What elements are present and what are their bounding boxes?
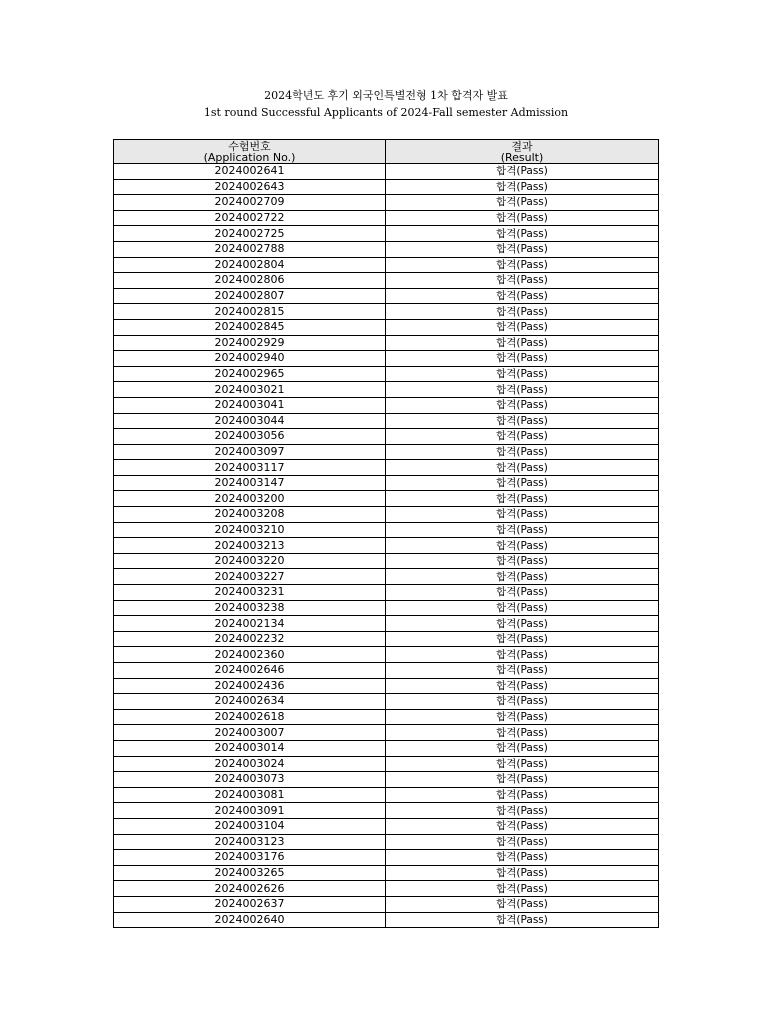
result-cell: 합격(Pass) (386, 444, 659, 460)
table-row (114, 475, 659, 491)
application-number-cell: 2024002807 (114, 288, 386, 304)
table-row (114, 164, 659, 180)
result-cell: 합격(Pass) (386, 663, 659, 679)
application-number-cell: 2024003147 (114, 475, 386, 491)
table-row (114, 694, 659, 710)
result-cell: 합격(Pass) (386, 382, 659, 398)
application-number-cell: 2024002965 (114, 366, 386, 382)
result-cell: 합격(Pass) (386, 834, 659, 850)
application-number-cell: 2024002725 (114, 226, 386, 242)
result-cell: 합격(Pass) (386, 600, 659, 616)
page-title-english: 1st round Successful Applicants of 2024-Fall semester Admission (203, 106, 569, 119)
result-cell: 합격(Pass) (386, 304, 659, 320)
table-row (114, 709, 659, 725)
table-row (114, 616, 659, 632)
table-row (114, 896, 659, 912)
table-row (114, 179, 659, 195)
application-number-cell: 2024003056 (114, 429, 386, 445)
application-number-cell: 2024002845 (114, 319, 386, 335)
application-number-cell: 2024003208 (114, 507, 386, 523)
result-cell: 합격(Pass) (386, 647, 659, 663)
application-number-cell: 2024003123 (114, 834, 386, 850)
table-row (114, 600, 659, 616)
result-cell: 합격(Pass) (386, 288, 659, 304)
application-number-cell: 2024002640 (114, 912, 386, 928)
application-number-cell: 2024003213 (114, 538, 386, 554)
result-cell: 합격(Pass) (386, 210, 659, 226)
result-cell: 합격(Pass) (386, 881, 659, 897)
application-number-cell: 2024003024 (114, 756, 386, 772)
result-cell: 합격(Pass) (386, 273, 659, 289)
table-row (114, 397, 659, 413)
application-number-cell: 2024003091 (114, 803, 386, 819)
table-row (114, 491, 659, 507)
application-number-cell: 2024002788 (114, 241, 386, 257)
application-number-cell: 2024003265 (114, 865, 386, 881)
table-row (114, 663, 659, 679)
table-row (114, 226, 659, 242)
result-cell: 합격(Pass) (386, 896, 659, 912)
column-header-application-no (114, 140, 386, 164)
column-header-label-ko: 수험번호 (228, 139, 271, 153)
page-title-korean: 2024학년도 후기 외국인특별전형 1차 합격자 발표 (264, 89, 508, 102)
result-cell: 합격(Pass) (386, 725, 659, 741)
application-number-cell: 2024003073 (114, 772, 386, 788)
application-number-cell: 2024002618 (114, 709, 386, 725)
table-row (114, 319, 659, 335)
application-number-cell: 2024003210 (114, 522, 386, 538)
application-number-cell: 2024003231 (114, 585, 386, 601)
application-number-cell: 2024003044 (114, 413, 386, 429)
table-row (114, 382, 659, 398)
application-number-cell: 2024002641 (114, 164, 386, 180)
application-number-cell: 2024003081 (114, 787, 386, 803)
table-row (114, 678, 659, 694)
application-number-cell: 2024003176 (114, 850, 386, 866)
result-cell: 합격(Pass) (386, 164, 659, 180)
table-row (114, 881, 659, 897)
table-header-row (114, 140, 659, 164)
result-cell: 합격(Pass) (386, 803, 659, 819)
application-number-cell: 2024002634 (114, 694, 386, 710)
application-number-cell: 2024002232 (114, 631, 386, 647)
result-cell: 합격(Pass) (386, 818, 659, 834)
table-row (114, 195, 659, 211)
results-table-body (114, 164, 659, 928)
column-header-label-ko: 결과 (511, 139, 533, 153)
table-row (114, 507, 659, 523)
result-cell: 합격(Pass) (386, 179, 659, 195)
table-row (114, 912, 659, 928)
application-number-cell: 2024003117 (114, 460, 386, 476)
results-table (113, 139, 659, 928)
application-number-cell: 2024003238 (114, 600, 386, 616)
table-row (114, 569, 659, 585)
application-number-cell: 2024002643 (114, 179, 386, 195)
result-cell: 합격(Pass) (386, 241, 659, 257)
result-cell: 합격(Pass) (386, 257, 659, 273)
table-row (114, 585, 659, 601)
result-cell: 합격(Pass) (386, 850, 659, 866)
table-row (114, 772, 659, 788)
table-row (114, 413, 659, 429)
table-row (114, 522, 659, 538)
table-row (114, 725, 659, 741)
application-number-cell: 2024002637 (114, 896, 386, 912)
table-row (114, 553, 659, 569)
result-cell: 합격(Pass) (386, 631, 659, 647)
application-number-cell: 2024003014 (114, 740, 386, 756)
application-number-cell: 2024003041 (114, 397, 386, 413)
result-cell: 합격(Pass) (386, 538, 659, 554)
application-number-cell: 2024003227 (114, 569, 386, 585)
table-row (114, 631, 659, 647)
result-cell: 합격(Pass) (386, 787, 659, 803)
table-row (114, 444, 659, 460)
table-row (114, 366, 659, 382)
result-cell: 합격(Pass) (386, 366, 659, 382)
application-number-cell: 2024003200 (114, 491, 386, 507)
table-row (114, 335, 659, 351)
application-number-cell: 2024002626 (114, 881, 386, 897)
result-cell: 합격(Pass) (386, 413, 659, 429)
application-number-cell: 2024002646 (114, 663, 386, 679)
result-cell: 합격(Pass) (386, 740, 659, 756)
table-row (114, 429, 659, 445)
result-cell: 합격(Pass) (386, 522, 659, 538)
table-row (114, 241, 659, 257)
result-cell: 합격(Pass) (386, 429, 659, 445)
result-cell: 합격(Pass) (386, 397, 659, 413)
application-number-cell: 2024003220 (114, 553, 386, 569)
application-number-cell: 2024002806 (114, 273, 386, 289)
application-number-cell: 2024002929 (114, 335, 386, 351)
application-number-cell: 2024002804 (114, 257, 386, 273)
table-row (114, 818, 659, 834)
table-row (114, 460, 659, 476)
table-row (114, 834, 659, 850)
result-cell: 합격(Pass) (386, 709, 659, 725)
result-cell: 합격(Pass) (386, 585, 659, 601)
application-number-cell: 2024003007 (114, 725, 386, 741)
result-cell: 합격(Pass) (386, 195, 659, 211)
result-cell: 합격(Pass) (386, 772, 659, 788)
application-number-cell: 2024003104 (114, 818, 386, 834)
table-row (114, 288, 659, 304)
table-row (114, 351, 659, 367)
result-cell: 합격(Pass) (386, 351, 659, 367)
table-row (114, 273, 659, 289)
result-cell: 합격(Pass) (386, 616, 659, 632)
result-cell: 합격(Pass) (386, 569, 659, 585)
table-row (114, 304, 659, 320)
result-cell: 합격(Pass) (386, 460, 659, 476)
application-number-cell: 2024002722 (114, 210, 386, 226)
application-number-cell: 2024002815 (114, 304, 386, 320)
table-row (114, 803, 659, 819)
column-header-label-en: (Result) (500, 150, 544, 164)
table-row (114, 865, 659, 881)
result-cell: 합격(Pass) (386, 475, 659, 491)
result-cell: 합격(Pass) (386, 553, 659, 569)
table-row (114, 740, 659, 756)
result-cell: 합격(Pass) (386, 678, 659, 694)
application-number-cell: 2024002436 (114, 678, 386, 694)
table-row (114, 210, 659, 226)
result-cell: 합격(Pass) (386, 694, 659, 710)
application-number-cell: 2024002940 (114, 351, 386, 367)
table-row (114, 756, 659, 772)
application-number-cell: 2024002709 (114, 195, 386, 211)
table-row (114, 850, 659, 866)
result-cell: 합격(Pass) (386, 335, 659, 351)
column-header-result (386, 140, 659, 164)
result-cell: 합격(Pass) (386, 865, 659, 881)
application-number-cell: 2024003097 (114, 444, 386, 460)
result-cell: 합격(Pass) (386, 756, 659, 772)
application-number-cell: 2024003021 (114, 382, 386, 398)
result-cell: 합격(Pass) (386, 491, 659, 507)
result-cell: 합격(Pass) (386, 507, 659, 523)
table-row (114, 787, 659, 803)
application-number-cell: 2024002360 (114, 647, 386, 663)
table-row (114, 538, 659, 554)
result-cell: 합격(Pass) (386, 319, 659, 335)
result-cell: 합격(Pass) (386, 226, 659, 242)
column-header-label-en: (Application No.) (203, 150, 296, 164)
table-row (114, 257, 659, 273)
application-number-cell: 2024002134 (114, 616, 386, 632)
table-row (114, 647, 659, 663)
result-cell: 합격(Pass) (386, 912, 659, 928)
